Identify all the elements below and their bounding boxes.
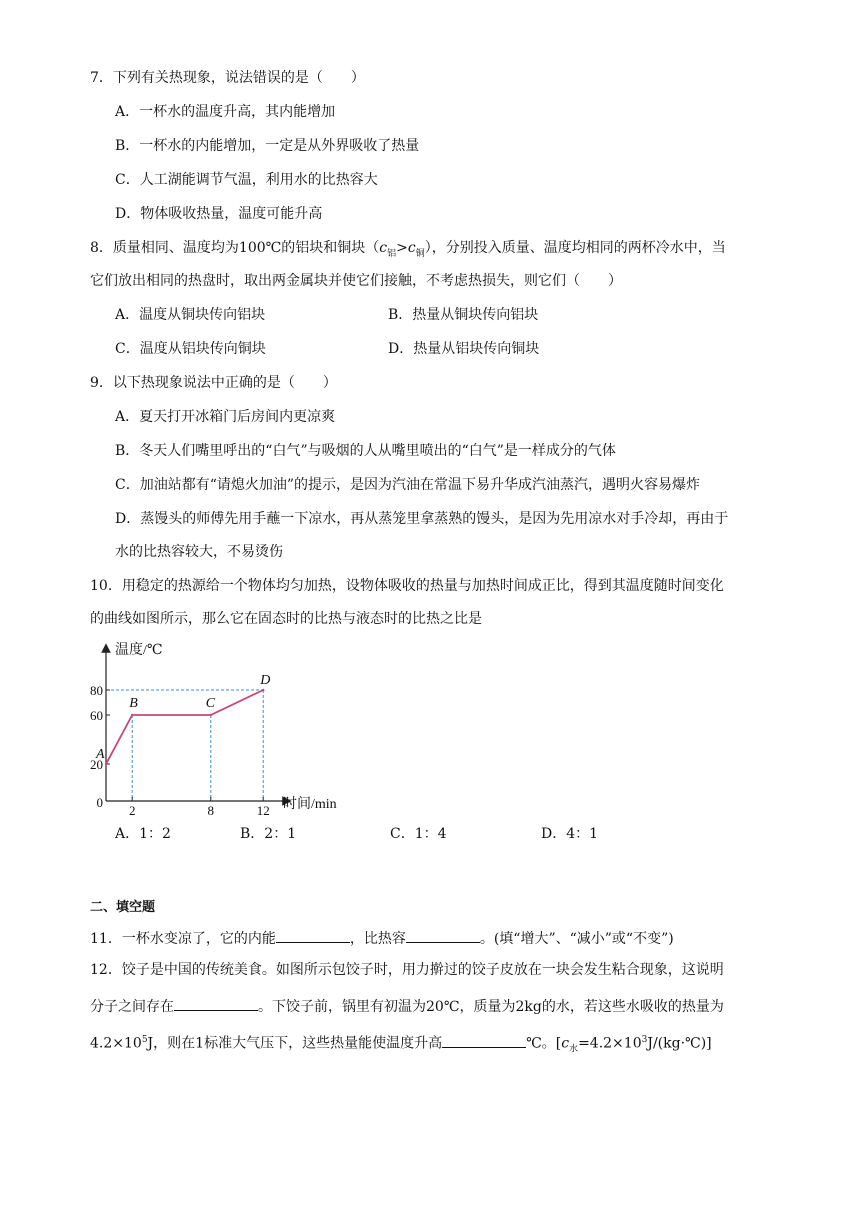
q12-c-exponent: 3: [641, 1035, 648, 1045]
q10-option-d[interactable]: D．4：1: [541, 826, 599, 842]
q7-option-b[interactable]: B．一杯水的内能增加，一定是从外界吸收了热量: [115, 138, 420, 154]
x-tick-label: 2: [128, 803, 136, 818]
q12-c-symbol: c: [561, 1035, 570, 1052]
q8-stem-part1: 8．质量相同、温度均为100℃的铝块和铜块（: [90, 240, 380, 256]
x-axis-label: 时间/min: [283, 797, 337, 812]
q8-c-symbol-2: c: [407, 240, 416, 256]
q12-line2-part1: 分子之间存在: [90, 999, 174, 1015]
point-label-c: C: [205, 696, 216, 711]
q8-sub-al: 铝: [387, 248, 397, 259]
x-tick-label: 8: [207, 803, 215, 818]
section-title-fill-blank: 二、填空题: [90, 900, 156, 915]
q11-part1: 11．一杯水变凉了，它的内能: [90, 931, 276, 947]
q9-stem: 9．以下热现象说法中正确的是（ ）: [90, 375, 337, 391]
q12-blank-1[interactable]: [174, 994, 258, 1011]
q8-option-c[interactable]: C．温度从铝块传向铜块: [115, 341, 266, 357]
q11-line: [90, 926, 674, 949]
q10-option-b[interactable]: B．2：1: [240, 826, 297, 842]
y-tick-label: 20: [90, 757, 103, 772]
y-tick-label: 80: [90, 683, 103, 698]
q10-stem-line1: 10．用稳定的热源给一个物体均匀加热，设物体吸收的热量与加热时间成正比，得到其温度随时间变化: [90, 578, 724, 594]
q12-c-subscript: 水: [569, 1044, 579, 1055]
q11-part3: 。(填“增大”、“减小”或“不变”): [479, 931, 674, 947]
q8-option-a[interactable]: A．温度从铜块传向铝块: [115, 307, 266, 323]
point-label-a: A: [96, 747, 105, 762]
q7-stem: 7．下列有关热现象，说法错误的是（ ）: [90, 70, 365, 86]
q8-option-b[interactable]: B．热量从铜块传向铝块: [388, 307, 539, 323]
data-point-a: [105, 763, 107, 765]
point-label-d: D: [260, 673, 271, 688]
q8-option-d[interactable]: D．热量从铝块传向铜块: [388, 341, 540, 357]
q8-sub-cu: 铜: [415, 248, 425, 259]
data-point-b: [131, 714, 133, 716]
data-point-c: [210, 714, 212, 716]
q8-stem-line1: [90, 238, 726, 264]
y-tick-label: 60: [90, 708, 103, 723]
q10-stem-line2: 的曲线如图所示，那么它在固态时的比热与液态时的比热之比是: [90, 611, 482, 627]
q11-blank-1[interactable]: [276, 926, 350, 943]
origin-label: 0: [96, 795, 103, 810]
x-tick-label: 12: [256, 803, 270, 818]
q8-stem-line2: 它们放出相同的热盘时，取出两金属块并使它们接触，不考虑热损失，则它们（ ）: [90, 273, 622, 289]
q9-option-d-line1[interactable]: D．蒸馒头的师傅先用手蘸一下凉水，再从蒸笼里拿蒸熟的馒头，是因为先用凉水对手冷却，再由于: [115, 511, 729, 527]
q12-line3-part3: =4.2×10: [578, 1035, 642, 1052]
q9-option-a[interactable]: A．夏天打开冰箱门后房间内更凉爽: [115, 409, 336, 425]
q10-option-a[interactable]: A．1：2: [115, 826, 171, 842]
q12-line2-part2: 。下饺子前，锅里有初温为20℃，质量为2kg的水，若这些水吸收的热量为: [258, 999, 724, 1015]
q7-option-c[interactable]: C．人工湖能调节气温，利用水的比热容大: [115, 172, 378, 188]
q12-heat-exponent: 5: [141, 1035, 148, 1045]
q12-line3-part1: J，则在1标准大气压下，这些热量能使温度升高: [147, 1035, 443, 1052]
q11-blank-2[interactable]: [406, 926, 480, 943]
q12-heat-value: 4.2×10: [90, 1035, 142, 1052]
q12-blank-2[interactable]: [442, 1031, 526, 1048]
data-point-d: [262, 689, 264, 691]
q12-line3-part2: ℃。[: [526, 1035, 562, 1052]
q11-part2: ，比热容: [349, 931, 406, 947]
q9-option-d-line2: 水的比热容较大，不易烫伤: [115, 544, 283, 560]
q9-option-b[interactable]: B．冬天人们嘴里呼出的“白气”与吸烟的人从嘴里喷出的“白气”是一样成分的气体: [115, 443, 616, 459]
q7-option-a[interactable]: A．一杯水的温度升高，其内能增加: [115, 104, 336, 120]
q10-option-c[interactable]: C．1：4: [390, 826, 447, 842]
q12-line3-part4: J/(kg·℃)]: [647, 1035, 712, 1052]
q8-stem-part2: ），分别投入质量、温度均相同的两杯冷水中，当: [424, 240, 726, 256]
q12-line3: [90, 1030, 712, 1059]
q12-line1: 12．饺子是中国的传统美食。如图所示包饺子时，用力擀过的饺子皮放在一块会发生粘合现象，这说明: [90, 962, 724, 978]
q7-option-d[interactable]: D．物体吸收热量，温度可能升高: [115, 206, 323, 222]
q8-gt: >: [396, 240, 408, 256]
q9-option-c[interactable]: C．加油站都有“请熄火加油”的提示，是因为汽油在常温下易升华成汽油蒸汽，遇明火容易爆炸: [115, 477, 701, 493]
q12-line2: [90, 994, 724, 1017]
q8-c-symbol: c: [379, 240, 388, 256]
y-axis-label: 温度/℃: [115, 643, 163, 658]
point-label-b: B: [129, 696, 138, 711]
temperature-time-chart: [82, 638, 372, 818]
